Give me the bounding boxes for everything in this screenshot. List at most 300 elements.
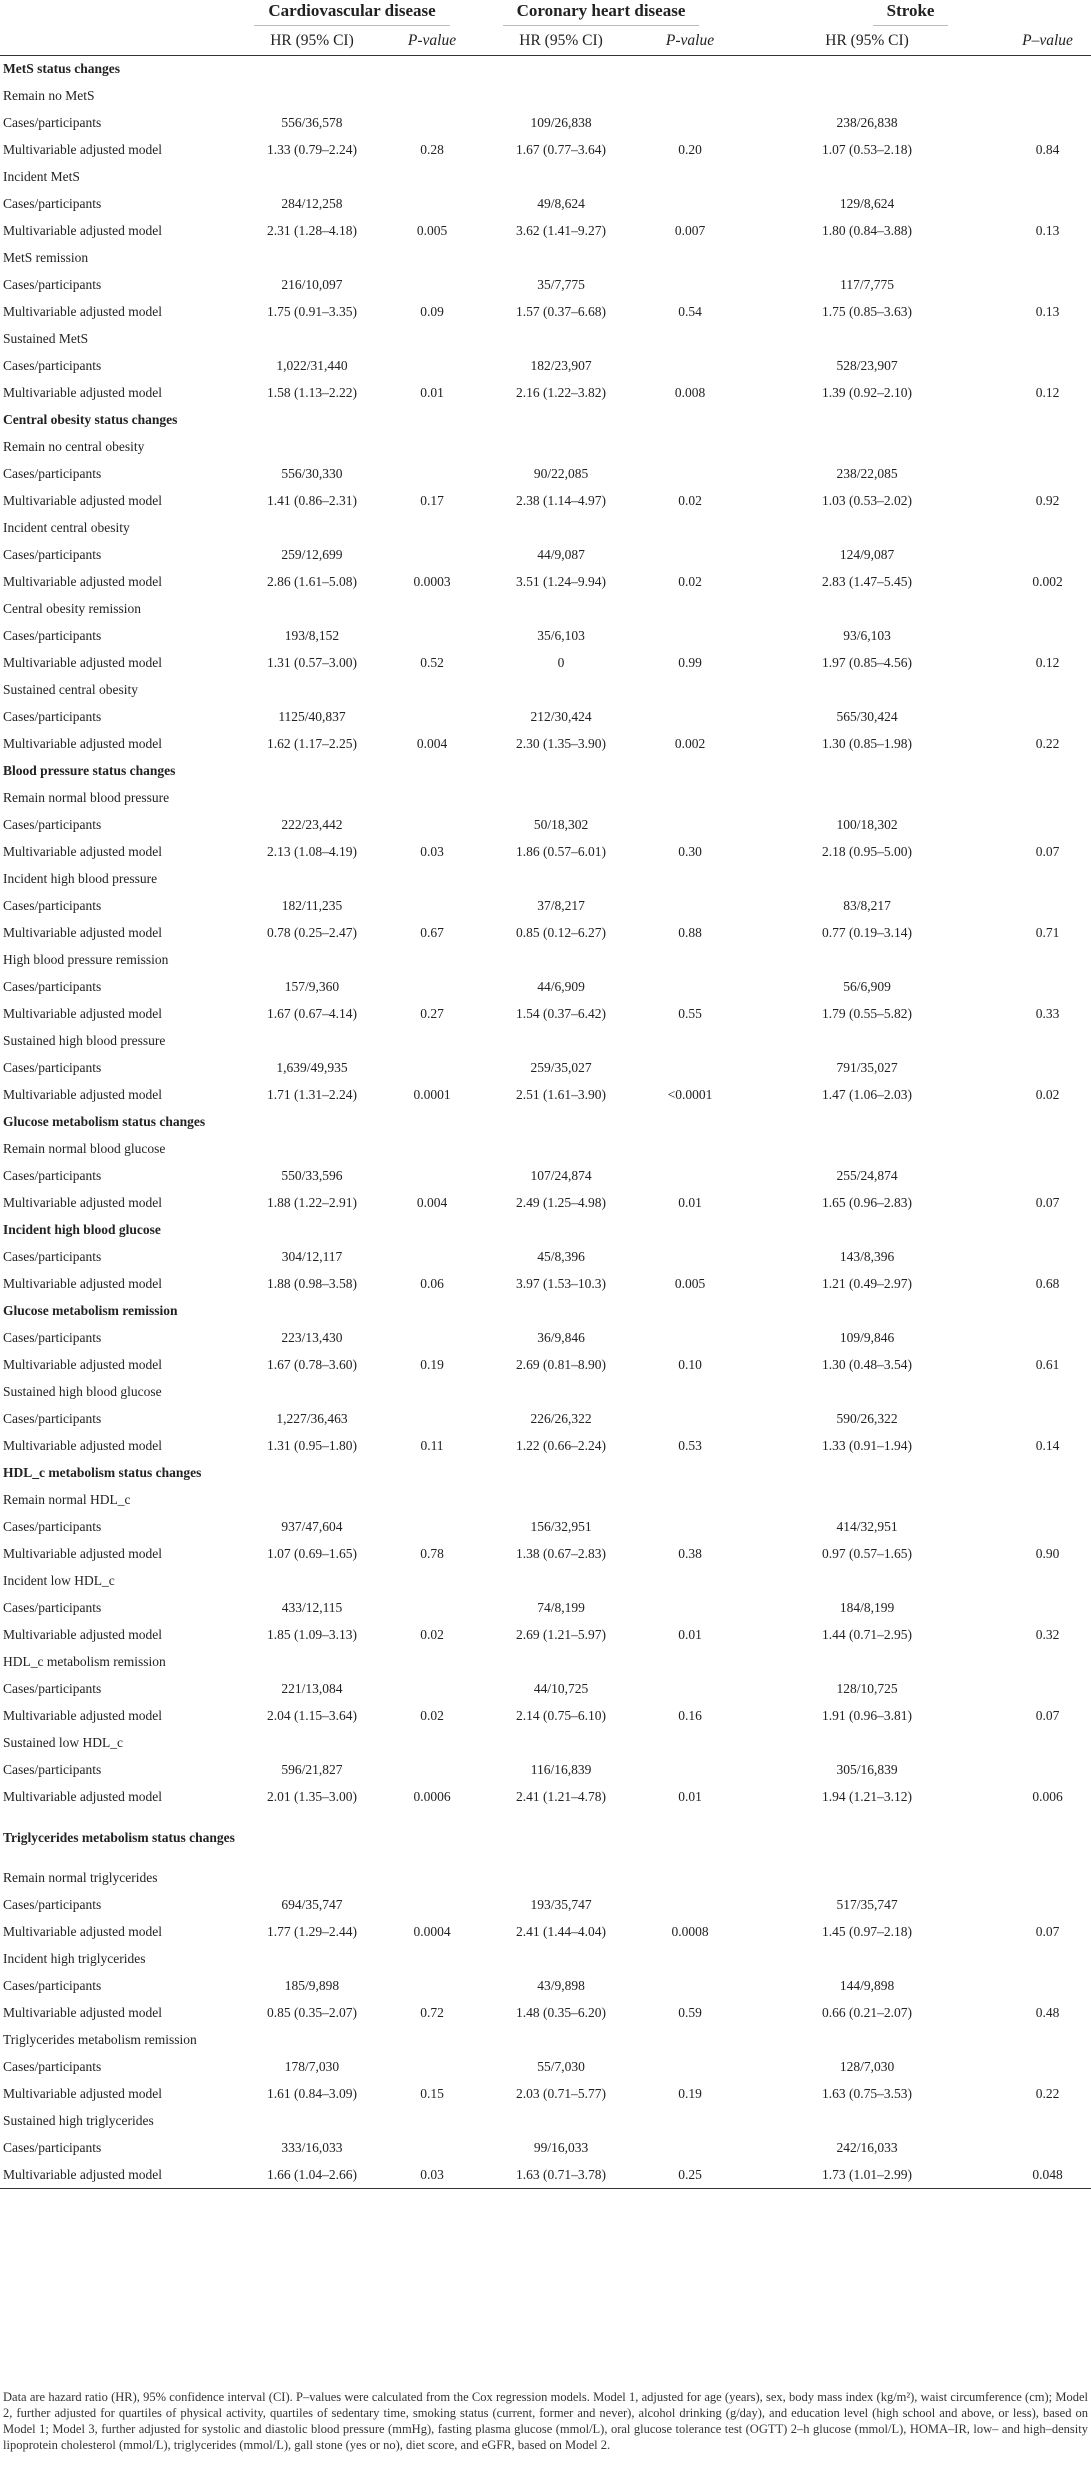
subgroup-row	[0, 1379, 1091, 1406]
row-label: Central obesity status changes	[3, 412, 178, 427]
cvd-pvalue-cell	[392, 1757, 472, 1784]
cvd-pvalue-cell: 0.005	[416, 223, 448, 238]
stroke-pvalue-cell: 0.14	[1035, 1438, 1060, 1453]
stroke-hr-cell: 528/23,907	[836, 358, 898, 373]
stroke-hr-cell: 143/8,396	[839, 1249, 895, 1264]
stroke-hr-cell: 83/8,217	[843, 898, 891, 913]
stroke-hr-cell: 184/8,199	[839, 1600, 895, 1615]
column-header-pvalue: P-value	[650, 27, 730, 56]
cvd-pvalue-cell	[392, 893, 472, 920]
row-label: Cases/participants	[3, 196, 102, 211]
row-label: Cases/participants	[3, 277, 102, 292]
stroke-pvalue-cell	[1004, 2054, 1091, 2081]
table-row	[0, 353, 1091, 380]
chd-hr-cell: 3.97 (1.53–10.3)	[516, 1276, 607, 1291]
chd-pvalue-cell: 0.38	[678, 1546, 702, 1561]
chd-pvalue-cell: 0.59	[678, 2005, 702, 2020]
chd-hr-cell: 1.38 (0.67–2.83)	[516, 1546, 607, 1561]
stroke-hr-cell: 1.21 (0.49–2.97)	[822, 1276, 913, 1291]
chd-pvalue-cell	[650, 2135, 730, 2162]
stroke-pvalue-cell	[1004, 461, 1091, 488]
cvd-pvalue-cell	[392, 623, 472, 650]
chd-pvalue-cell	[650, 812, 730, 839]
stroke-hr-cell: 590/26,322	[836, 1411, 898, 1426]
chd-hr-cell: 259/35,027	[530, 1060, 592, 1075]
cvd-hr-cell: 1.67 (0.67–4.14)	[267, 1006, 357, 1021]
cvd-hr-cell: 1.31 (0.95–1.80)	[267, 1438, 357, 1453]
subgroup-row	[0, 2108, 1091, 2135]
cvd-hr-cell: 1,022/31,440	[276, 358, 348, 373]
chd-pvalue-cell: 0.19	[678, 2086, 702, 2101]
chd-pvalue-cell	[650, 623, 730, 650]
cvd-pvalue-cell: 0.78	[420, 1546, 444, 1561]
stroke-hr-cell: 1.75 (0.85–3.63)	[822, 304, 913, 319]
cvd-hr-cell: 178/7,030	[284, 2059, 340, 2074]
chd-pvalue-cell	[650, 272, 730, 299]
stroke-pvalue-cell: 0.32	[1035, 1627, 1060, 1642]
row-label: Central obesity remission	[3, 601, 141, 616]
stroke-hr-cell: 0.97 (0.57–1.65)	[822, 1546, 913, 1561]
cvd-pvalue-cell	[392, 974, 472, 1001]
row-label: Multivariable adjusted model	[3, 2086, 162, 2101]
cvd-hr-cell: 550/33,596	[281, 1168, 343, 1183]
chd-pvalue-cell: 0.25	[650, 2162, 730, 2189]
cvd-hr-cell: 937/47,604	[281, 1519, 343, 1534]
stroke-hr-cell: 791/35,027	[836, 1060, 898, 1075]
cvd-hr-cell: 0.85 (0.35–2.07)	[267, 2005, 357, 2020]
stroke-pvalue-cell: 0.12	[1035, 385, 1060, 400]
group-header-stroke: Stroke	[730, 0, 1091, 27]
row-label: Multivariable adjusted model	[3, 1708, 162, 1723]
column-header-pvalue: P-value	[392, 27, 472, 56]
cvd-pvalue-cell	[392, 1325, 472, 1352]
stroke-hr-cell: 255/24,874	[836, 1168, 898, 1183]
table-row	[0, 1352, 1091, 1379]
stroke-hr-cell: 93/6,103	[843, 628, 891, 643]
chd-hr-cell: 49/8,624	[537, 196, 585, 211]
table-row	[0, 1163, 1091, 1190]
chd-hr-cell: 3.51 (1.24–9.94)	[516, 574, 607, 589]
cvd-hr-cell: 333/16,033	[281, 2140, 343, 2155]
chd-hr-cell: 1.48 (0.35–6.20)	[516, 2005, 607, 2020]
stroke-pvalue-cell	[1004, 1325, 1091, 1352]
cvd-hr-cell: 433/12,115	[281, 1600, 343, 1615]
table-row	[0, 1676, 1091, 1703]
cvd-hr-cell: 1.07 (0.69–1.65)	[267, 1546, 357, 1561]
row-label: High blood pressure remission	[3, 952, 169, 967]
cvd-pvalue-cell: 0.01	[420, 385, 444, 400]
chd-pvalue-cell: 0.88	[678, 925, 702, 940]
stroke-hr-cell: 1.65 (0.96–2.83)	[822, 1195, 913, 1210]
stroke-pvalue-cell	[1004, 704, 1091, 731]
stroke-pvalue-cell	[1004, 110, 1091, 137]
chd-hr-cell: 2.49 (1.25–4.98)	[516, 1195, 607, 1210]
row-label: Multivariable adjusted model	[3, 2005, 162, 2020]
cvd-hr-cell: 284/12,258	[281, 196, 343, 211]
group-header-cvd: Cardiovascular disease	[232, 0, 472, 27]
cvd-pvalue-cell: 0.004	[416, 1195, 448, 1210]
row-label: Cases/participants	[3, 1249, 102, 1264]
chd-pvalue-cell	[650, 1406, 730, 1433]
table-row	[0, 1919, 1091, 1946]
table-row	[0, 1271, 1091, 1298]
stroke-hr-cell: 1.03 (0.53–2.02)	[822, 493, 913, 508]
chd-hr-cell: 2.51 (1.61–3.90)	[516, 1087, 607, 1102]
cvd-hr-cell: 223/13,430	[281, 1330, 343, 1345]
stroke-hr-cell: 109/9,846	[839, 1330, 895, 1345]
stroke-hr-cell: 242/16,033	[836, 2140, 898, 2155]
chd-hr-cell: 74/8,199	[537, 1600, 585, 1615]
row-label: Multivariable adjusted model	[3, 493, 162, 508]
row-label: Cases/participants	[3, 115, 102, 130]
chd-pvalue-cell	[650, 1595, 730, 1622]
chd-pvalue-cell	[650, 893, 730, 920]
cvd-pvalue-cell: 0.28	[420, 142, 444, 157]
stroke-pvalue-cell: 0.048	[1004, 2162, 1091, 2189]
subgroup-row	[0, 1568, 1091, 1595]
stroke-hr-cell: 305/16,839	[836, 1762, 898, 1777]
cvd-hr-cell: 1.66 (1.04–2.66)	[232, 2162, 392, 2189]
column-header-hr: HR (95% CI)	[472, 27, 650, 56]
cvd-pvalue-cell: 0.02	[420, 1627, 444, 1642]
table-row	[0, 974, 1091, 1001]
table-row	[0, 1595, 1091, 1622]
chd-hr-cell: 212/30,424	[530, 709, 592, 724]
row-label: Triglycerides metabolism remission	[3, 2032, 197, 2047]
row-label: Incident low HDL_c	[3, 1573, 115, 1588]
chd-hr-cell: 109/26,838	[530, 115, 592, 130]
chd-hr-cell: 2.41 (1.21–4.78)	[516, 1789, 607, 1804]
row-label: Cases/participants	[3, 2140, 102, 2155]
chd-pvalue-cell: 0.53	[678, 1438, 702, 1453]
cvd-hr-cell: 1.33 (0.79–2.24)	[267, 142, 357, 157]
cvd-hr-cell: 222/23,442	[281, 817, 343, 832]
chd-pvalue-cell: 0.55	[678, 1006, 702, 1021]
cvd-pvalue-cell: 0.0006	[413, 1789, 451, 1804]
row-label: Multivariable adjusted model	[3, 1627, 162, 1642]
chd-hr-cell: 2.30 (1.35–3.90)	[516, 736, 607, 751]
row-label: Multivariable adjusted model	[0, 2162, 232, 2189]
stroke-pvalue-cell	[1004, 1244, 1091, 1271]
stroke-pvalue-cell: 0.48	[1035, 2005, 1060, 2020]
row-label: Cases/participants	[3, 817, 102, 832]
row-label-header	[0, 0, 232, 27]
subgroup-row	[0, 1649, 1091, 1676]
table-row	[0, 1541, 1091, 1568]
chd-hr-cell: 1.57 (0.37–6.68)	[516, 304, 607, 319]
chd-pvalue-cell	[650, 974, 730, 1001]
row-label: Incident MetS	[3, 169, 80, 184]
stroke-pvalue-cell: 0.07	[1035, 1924, 1060, 1939]
row-label: Sustained high triglycerides	[3, 2113, 154, 2128]
chd-pvalue-cell	[650, 1973, 730, 2000]
row-label: Cases/participants	[3, 1762, 102, 1777]
cvd-pvalue-cell: 0.0003	[413, 574, 451, 589]
cvd-hr-cell: 1.61 (0.84–3.09)	[267, 2086, 357, 2101]
subgroup-row	[0, 2027, 1091, 2054]
table-row	[0, 920, 1091, 947]
cvd-pvalue-cell: 0.19	[420, 1357, 444, 1372]
stroke-pvalue-cell: 0.84	[1035, 142, 1060, 157]
chd-pvalue-cell: 0.01	[678, 1789, 702, 1804]
table-row	[0, 1406, 1091, 1433]
row-label: Cases/participants	[3, 1168, 102, 1183]
stroke-hr-cell: 128/10,725	[836, 1681, 898, 1696]
stroke-pvalue-cell: 0.33	[1035, 1006, 1060, 1021]
stroke-pvalue-cell	[1004, 191, 1091, 218]
stroke-hr-cell: 1.73 (1.01–2.99)	[730, 2162, 1004, 2189]
cvd-pvalue-cell	[392, 542, 472, 569]
cvd-hr-cell: 2.86 (1.61–5.08)	[267, 574, 357, 589]
table-row	[0, 1325, 1091, 1352]
subgroup-row	[0, 1028, 1091, 1055]
section-row	[0, 56, 1091, 83]
stroke-pvalue-cell	[1004, 623, 1091, 650]
chd-hr-cell: 1.67 (0.77–3.64)	[516, 142, 607, 157]
subgroup-row	[0, 596, 1091, 623]
chd-pvalue-cell	[650, 704, 730, 731]
subgroup-row	[0, 1487, 1091, 1514]
chd-hr-cell: 50/18,302	[533, 817, 589, 832]
row-label: Sustained MetS	[3, 331, 89, 346]
table-row	[0, 380, 1091, 407]
cvd-pvalue-cell	[392, 272, 472, 299]
cvd-hr-cell: 1.67 (0.78–3.60)	[267, 1357, 357, 1372]
stroke-hr-cell: 1.47 (1.06–2.03)	[822, 1087, 913, 1102]
chd-pvalue-cell: 0.54	[678, 304, 702, 319]
row-label: Incident central obesity	[3, 520, 130, 535]
stroke-hr-cell: 1.91 (0.96–3.81)	[822, 1708, 913, 1723]
table-row	[0, 839, 1091, 866]
chd-hr-cell: 226/26,322	[530, 1411, 592, 1426]
table-row	[0, 137, 1091, 164]
stroke-pvalue-cell	[1004, 893, 1091, 920]
stroke-hr-cell: 1.44 (0.71–2.95)	[822, 1627, 913, 1642]
row-label: Incident high triglycerides	[3, 1951, 146, 1966]
section-row	[0, 1460, 1091, 1487]
row-label: Remain no MetS	[3, 88, 95, 103]
chd-pvalue-cell	[650, 191, 730, 218]
row-label: Cases/participants	[3, 547, 102, 562]
cvd-pvalue-cell	[392, 2135, 472, 2162]
chd-hr-cell: 1.86 (0.57–6.01)	[516, 844, 607, 859]
cvd-hr-cell: 1.71 (1.31–2.24)	[267, 1087, 357, 1102]
stroke-pvalue-cell	[1004, 1757, 1091, 1784]
stroke-hr-cell: 0.77 (0.19–3.14)	[822, 925, 913, 940]
cvd-hr-cell: 193/8,152	[284, 628, 340, 643]
chd-pvalue-cell	[650, 1757, 730, 1784]
cvd-hr-cell: 221/13,084	[281, 1681, 343, 1696]
stroke-hr-cell: 1.45 (0.97–2.18)	[822, 1924, 913, 1939]
chd-pvalue-cell: 0.005	[674, 1276, 706, 1291]
table-row	[0, 623, 1091, 650]
table-row	[0, 893, 1091, 920]
cvd-hr-cell: 1.88 (1.22–2.91)	[267, 1195, 357, 1210]
table-body	[0, 56, 1091, 2189]
row-label: Multivariable adjusted model	[3, 1438, 162, 1453]
stroke-hr-cell: 1.97 (0.85–4.56)	[822, 655, 913, 670]
row-label: Incident high blood pressure	[3, 871, 158, 886]
subgroup-row	[0, 245, 1091, 272]
cvd-hr-cell: 2.04 (1.15–3.64)	[267, 1708, 357, 1723]
chd-hr-cell: 0	[557, 655, 565, 670]
stroke-hr-cell: 1.94 (1.21–3.12)	[822, 1789, 913, 1804]
table-row	[0, 461, 1091, 488]
table-row	[0, 569, 1091, 596]
chd-pvalue-cell	[650, 1244, 730, 1271]
stroke-hr-cell: 2.18 (0.95–5.00)	[822, 844, 913, 859]
cvd-pvalue-cell	[392, 704, 472, 731]
column-header-hr: HR (95% CI)	[232, 27, 392, 56]
stroke-hr-cell: 1.80 (0.84–3.88)	[822, 223, 913, 238]
cvd-pvalue-cell	[392, 812, 472, 839]
cvd-pvalue-cell: 0.67	[420, 925, 444, 940]
table-footnote: Data are hazard ratio (HR), 95% confidence interval (CI). P–values were calculated from the Cox regression models. Model 1, adjusted for age (years), sex, body mass index (kg/m²), waist circumference (cm); Model 2, further adjusted for quartiles of physical activity, quartiles of sedentary time, smoking status (current, former and never), alcohol drinking (g/day), and education level (high school and above, or less), based on Model 1; Model 3, further adjusted for systolic and diastolic blood pressure (mmHg), fasting plasma glucose (mmol/L), oral glucose tolerance test (OGTT) 2–h glucose (mmol/L), HOMA–IR, low– and high–density lipoprotein cholesterol (mmol/L), triglycerides (mmol/L), gall stone (yes or no), diet score, and eGFR, based on Model 2.	[3, 2390, 1088, 2452]
table-row	[0, 1622, 1091, 1649]
chd-hr-cell: 37/8,217	[537, 898, 585, 913]
chd-hr-cell: 193/35,747	[530, 1897, 592, 1912]
table-row	[0, 1784, 1091, 1811]
cvd-pvalue-cell: 0.27	[420, 1006, 444, 1021]
cvd-hr-cell: 216/10,097	[281, 277, 343, 292]
chd-hr-cell: 3.62 (1.41–9.27)	[516, 223, 607, 238]
row-label: Cases/participants	[3, 1681, 102, 1696]
row-label: Cases/participants	[3, 1330, 102, 1345]
stroke-pvalue-cell: 0.13	[1035, 304, 1060, 319]
chd-hr-cell: 1.22 (0.66–2.24)	[516, 1438, 607, 1453]
table-row	[0, 1514, 1091, 1541]
section-row	[0, 758, 1091, 785]
cvd-hr-cell: 2.01 (1.35–3.00)	[267, 1789, 357, 1804]
stroke-hr-cell: 129/8,624	[839, 196, 895, 211]
chd-pvalue-cell	[650, 353, 730, 380]
row-label: Remain normal triglycerides	[3, 1870, 158, 1885]
row-label: Multivariable adjusted model	[3, 925, 162, 940]
row-label: Remain normal blood pressure	[3, 790, 170, 805]
row-label: Multivariable adjusted model	[3, 1006, 162, 1021]
cvd-pvalue-cell: 0.0001	[413, 1087, 451, 1102]
cvd-pvalue-cell	[392, 1973, 472, 2000]
stroke-pvalue-cell	[1004, 1055, 1091, 1082]
stroke-pvalue-cell	[1004, 812, 1091, 839]
section-row	[0, 407, 1091, 434]
cvd-hr-cell: 157/9,360	[284, 979, 340, 994]
stroke-hr-cell: 1.07 (0.53–2.18)	[822, 142, 913, 157]
stroke-hr-cell: 56/6,909	[843, 979, 891, 994]
stroke-hr-cell: 1.39 (0.92–2.10)	[822, 385, 913, 400]
stroke-hr-cell: 1.79 (0.55–5.82)	[822, 1006, 913, 1021]
stroke-pvalue-cell	[1004, 542, 1091, 569]
row-label: Glucose metabolism remission	[3, 1303, 178, 1318]
chd-pvalue-cell: 0.99	[678, 655, 702, 670]
cvd-hr-cell: 185/9,898	[284, 1978, 340, 1993]
row-label: Incident high blood glucose	[3, 1222, 161, 1237]
stroke-hr-cell: 0.66 (0.21–2.07)	[822, 2005, 913, 2020]
row-label: Multivariable adjusted model	[3, 1789, 162, 1804]
chd-pvalue-cell: 0.002	[674, 736, 706, 751]
chd-pvalue-cell: 0.16	[678, 1708, 702, 1723]
cvd-pvalue-cell	[392, 1055, 472, 1082]
group-header-chd: Coronary heart disease	[472, 0, 730, 27]
row-label: Multivariable adjusted model	[3, 1546, 162, 1561]
chd-hr-cell: 35/7,775	[537, 277, 585, 292]
row-label: Multivariable adjusted model	[3, 1357, 162, 1372]
row-label: Cases/participants	[3, 1060, 102, 1075]
stroke-pvalue-cell: 0.71	[1035, 925, 1060, 940]
chd-pvalue-cell	[650, 1676, 730, 1703]
table-row	[0, 488, 1091, 515]
chd-hr-cell: 55/7,030	[537, 2059, 585, 2074]
cvd-pvalue-cell: 0.52	[420, 655, 444, 670]
row-label: Multivariable adjusted model	[3, 385, 162, 400]
row-label: Multivariable adjusted model	[3, 1276, 162, 1291]
table-row	[0, 542, 1091, 569]
stroke-pvalue-cell: 0.61	[1035, 1357, 1060, 1372]
row-label: Triglycerides metabolism status changes	[3, 1830, 235, 1845]
chd-pvalue-cell: 0.01	[678, 1195, 702, 1210]
row-label: Cases/participants	[3, 709, 102, 724]
row-label: Remain no central obesity	[3, 439, 145, 454]
stroke-pvalue-cell	[1004, 1406, 1091, 1433]
stroke-pvalue-cell: 0.12	[1035, 655, 1060, 670]
chd-hr-cell: 45/8,396	[537, 1249, 585, 1264]
chd-pvalue-cell: 0.008	[674, 385, 706, 400]
stroke-pvalue-cell: 0.68	[1035, 1276, 1060, 1291]
chd-pvalue-cell	[650, 1325, 730, 1352]
cvd-hr-cell: 1.31 (0.57–3.00)	[267, 655, 357, 670]
stroke-hr-cell: 144/9,898	[839, 1978, 895, 1993]
table-row	[0, 1001, 1091, 1028]
row-label: MetS status changes	[3, 61, 120, 77]
stroke-pvalue-cell	[1004, 1892, 1091, 1919]
row-label: Cases/participants	[3, 1897, 102, 1912]
row-label: Blood pressure status changes	[3, 763, 176, 778]
stroke-pvalue-cell: 0.22	[1035, 736, 1060, 751]
cvd-hr-cell: 1,639/49,935	[276, 1060, 348, 1075]
cvd-hr-cell: 2.13 (1.08–4.19)	[267, 844, 357, 859]
row-label: Remain normal HDL_c	[3, 1492, 131, 1507]
chd-pvalue-cell	[650, 1514, 730, 1541]
cvd-pvalue-cell	[392, 110, 472, 137]
cvd-pvalue-cell	[392, 191, 472, 218]
row-label: Cases/participants	[3, 1978, 102, 1993]
chd-hr-cell: 2.41 (1.44–4.04)	[516, 1924, 607, 1939]
chd-hr-cell: 44/6,909	[537, 979, 585, 994]
table-row	[0, 2135, 1091, 2162]
stroke-pvalue-cell: 0.90	[1035, 1546, 1060, 1561]
cvd-hr-cell: 596/21,827	[281, 1762, 343, 1777]
stroke-pvalue-cell	[1004, 1595, 1091, 1622]
stroke-hr-cell: 565/30,424	[836, 709, 898, 724]
stroke-pvalue-cell	[1004, 272, 1091, 299]
chd-hr-cell: 116/16,839	[530, 1762, 592, 1777]
cvd-hr-cell: 694/35,747	[281, 1897, 343, 1912]
row-label: Cases/participants	[3, 358, 102, 373]
table-row	[0, 1244, 1091, 1271]
stroke-hr-cell: 238/26,838	[836, 115, 898, 130]
cvd-hr-cell: 1.85 (1.09–3.13)	[267, 1627, 357, 1642]
row-label: Multivariable adjusted model	[3, 736, 162, 751]
cvd-pvalue-cell	[392, 2054, 472, 2081]
cvd-hr-cell: 2.31 (1.28–4.18)	[267, 223, 357, 238]
cvd-pvalue-cell: 0.17	[420, 493, 444, 508]
row-label: Multivariable adjusted model	[3, 1924, 162, 1939]
cvd-pvalue-cell: 0.02	[420, 1708, 444, 1723]
section-row	[0, 1217, 1091, 1244]
table-row	[0, 1703, 1091, 1730]
chd-pvalue-cell: 0.20	[678, 142, 702, 157]
stroke-hr-cell: 100/18,302	[836, 817, 898, 832]
